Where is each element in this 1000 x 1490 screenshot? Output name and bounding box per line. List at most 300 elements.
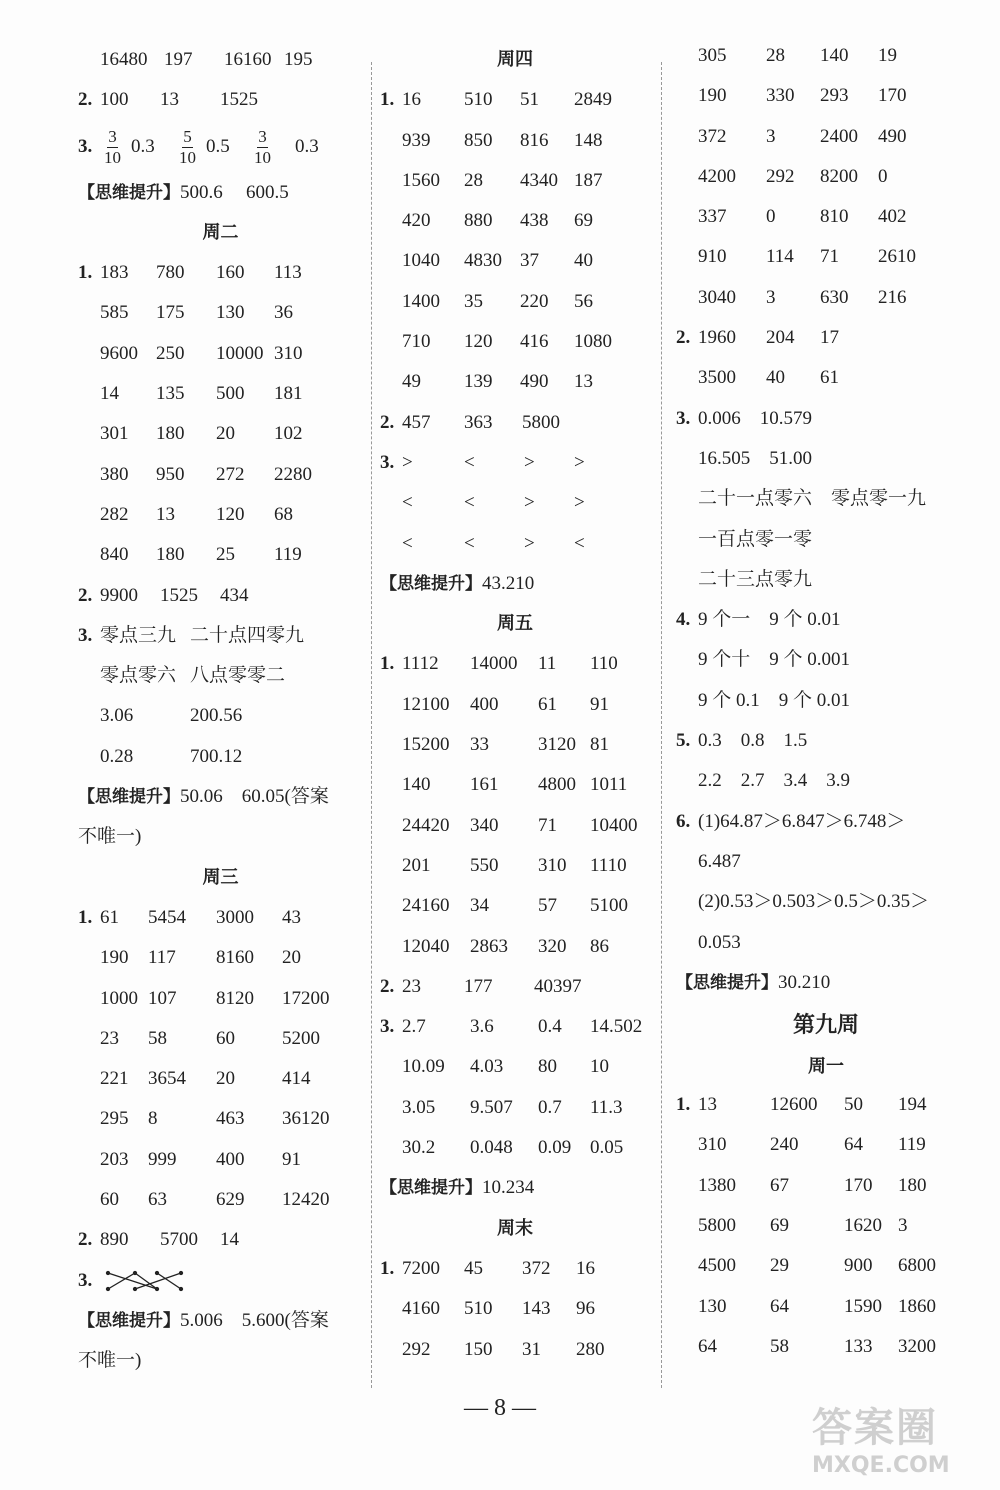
answer-value: 293 (820, 85, 849, 107)
thinking-improvement-tag: 【思维提升】 (380, 573, 482, 594)
answer-value: < (574, 532, 585, 554)
answer-value: 30.210 (778, 971, 831, 993)
answer-value: 80 (538, 1056, 557, 1078)
answer-value: 10400 (590, 814, 638, 836)
answer-value: 2400 (820, 125, 858, 147)
answer-line (676, 640, 976, 680)
answer-value: > (524, 532, 535, 554)
answer-value: 20 (282, 947, 301, 969)
zhousan-q1-grid (78, 898, 363, 1220)
answer-value: 310 (274, 342, 303, 364)
thinking-improvement-tag: 【思维提升】 (380, 1178, 482, 1199)
answer-value: 585 (100, 302, 129, 324)
week-title: 第九周 (792, 1013, 859, 1039)
answer-line (676, 278, 976, 318)
answer-value: < (464, 451, 475, 473)
answer-line (380, 846, 650, 886)
answer-line (380, 765, 650, 805)
answer-value: 5100 (590, 895, 628, 917)
answer-line (380, 121, 650, 161)
answer-value: 148 (574, 129, 603, 151)
q3-lines (676, 399, 976, 600)
answer-value: 5454 (148, 906, 186, 928)
answer-value: 10000 (216, 342, 264, 364)
answer-value: 16 (576, 1257, 595, 1279)
answer-value: 140 (402, 774, 431, 796)
answer-value: 402 (878, 206, 907, 228)
answer-line (380, 806, 650, 846)
answer-value: 4200 (698, 165, 736, 187)
answer-value: 850 (464, 129, 493, 151)
answer-value: 3 (766, 286, 776, 308)
answer-line (78, 40, 363, 80)
answer-column-3 (676, 36, 976, 1367)
answer-line (676, 923, 976, 963)
answer-value: 8200 (820, 165, 858, 187)
answer-value: 197 (164, 49, 193, 70)
answer-line (676, 842, 976, 882)
section-title-zhouwu: 周五 (497, 613, 533, 635)
answer-line (78, 1059, 363, 1099)
answer-value: 37 (520, 250, 539, 272)
answer-value: < (464, 532, 475, 554)
answer-value: 330 (766, 85, 795, 107)
answer-value: 3200 (898, 1335, 936, 1357)
answer-value: 61 (100, 906, 119, 928)
answer-value: 187 (574, 169, 603, 191)
answer-value: 135 (156, 383, 185, 405)
answer-value: 60 (216, 1027, 235, 1049)
answer-value: 490 (520, 371, 549, 393)
question-number: 1. (380, 653, 395, 675)
answer-value: 130 (698, 1295, 727, 1317)
fraction (104, 127, 121, 168)
answer-value: 3.06 (100, 705, 134, 727)
answer-value: 180 (156, 544, 185, 566)
fraction-numerator: 5 (183, 126, 192, 146)
answer-value: 96 (576, 1298, 595, 1320)
answer-line (676, 479, 976, 519)
answer-value: 400 (216, 1148, 245, 1170)
answer-value: 200.56 (190, 705, 243, 727)
answer-value: > (574, 492, 585, 514)
answer-value: 119 (274, 544, 302, 566)
answer-value: 16.505 51.00 (698, 447, 813, 469)
answer-value: 4830 (464, 250, 502, 272)
answer-value: 3120 (538, 734, 576, 756)
thinking-improvement-tag: 【思维提升】 (78, 1310, 180, 1331)
answer-line-fractions (78, 121, 363, 173)
answer-value: 零点三九 (100, 624, 177, 646)
answer-value: > (574, 451, 585, 473)
answer-line (676, 802, 976, 842)
question-number: 1. (78, 906, 93, 928)
answer-line (78, 979, 363, 1019)
answer-value: 16 (402, 89, 421, 111)
answer-value: 10 (590, 1056, 609, 1078)
answer-value: 160 (216, 262, 245, 284)
thinking-improvement-line (78, 777, 363, 817)
answer-value: 23 (402, 975, 421, 997)
answer-value: 190 (100, 947, 129, 969)
answer-value: 180 (156, 423, 185, 445)
answer-value: 438 (520, 210, 549, 232)
answer-line (676, 157, 976, 197)
answer-line (78, 656, 363, 696)
answer-value: 3040 (698, 286, 736, 308)
watermark-logo (812, 1396, 982, 1484)
answer-value: 120 (464, 331, 493, 353)
q2-grid (676, 318, 976, 399)
answer-line (676, 197, 976, 237)
answer-value: 24160 (402, 895, 450, 917)
answer-line (676, 681, 976, 721)
answer-line (380, 483, 650, 523)
answer-value: 221 (100, 1068, 129, 1090)
answer-value: 64 (770, 1295, 789, 1317)
answer-value: 69 (770, 1215, 789, 1237)
zhouer-q3-grid (78, 616, 363, 777)
answer-value: (1)64.87＞6.847＞6.748＞ (698, 810, 906, 832)
fraction (179, 127, 196, 168)
answer-value: 337 (698, 206, 727, 228)
answer-value: 181 (274, 383, 303, 405)
answer-value: 1400 (402, 290, 440, 312)
section-title-zhousi: 周四 (497, 49, 533, 70)
answer-line (676, 318, 976, 358)
question-number: 1. (380, 1257, 395, 1279)
answer-value: 二十三点零九 (698, 568, 813, 590)
answer-value: 61 (538, 693, 557, 715)
answer-value: 133 (844, 1335, 873, 1357)
answer-value: 414 (282, 1068, 311, 1090)
answer-line (676, 721, 976, 761)
answer-value: 890 (100, 1229, 129, 1251)
answer-value: 3500 (698, 367, 736, 389)
answer-value: 13 (160, 89, 179, 111)
answer-value: 4800 (538, 774, 576, 796)
thinking-improvement-line (676, 963, 976, 1003)
zhouer-q1-grid (78, 253, 363, 575)
answer-value: 17 (820, 327, 839, 349)
answer-value: 二十一点零六 零点零一九 (698, 488, 927, 510)
answer-line (78, 696, 363, 736)
question-number: 5. (676, 730, 691, 752)
answer-value: 15200 (402, 734, 450, 756)
answer-value: 0.006 10.579 (698, 407, 813, 429)
answer-value: 23 (100, 1027, 119, 1049)
answer-value: 170 (878, 85, 907, 107)
answer-value: 28 (766, 45, 785, 66)
answer-value: 58 (148, 1027, 167, 1049)
page-number: — 8 — (464, 1395, 536, 1421)
answer-value: 49 (402, 371, 421, 393)
question-number: 2. (676, 327, 691, 349)
answer-line (78, 938, 363, 978)
answer-value: 216 (878, 286, 907, 308)
answer-value: 600.5 (246, 181, 289, 203)
answer-value: 204 (766, 327, 795, 349)
answer-value: 40 (574, 250, 593, 272)
answer-value: 195 (284, 49, 313, 70)
answer-value: 51 (520, 89, 539, 111)
answer-line (78, 1019, 363, 1059)
answer-value: > (524, 492, 535, 514)
answer-value: 14000 (470, 653, 518, 675)
answer-value: 119 (898, 1134, 926, 1156)
answer-value: 372 (698, 125, 727, 147)
q6-lines (676, 802, 976, 963)
answer-value: 183 (100, 262, 129, 284)
zhouwu-q3-grid (380, 1007, 650, 1168)
answer-value: 203 (100, 1148, 129, 1170)
answer-value: 1860 (898, 1295, 936, 1317)
answer-value: 1080 (574, 331, 612, 353)
answer-value: 2849 (574, 89, 612, 111)
answer-value: 194 (898, 1094, 927, 1116)
answer-value: 700.12 (190, 745, 243, 767)
answer-value: 310 (698, 1134, 727, 1156)
answer-value: 30.2 (402, 1137, 436, 1159)
zhouyi-q1-grid (676, 1085, 976, 1367)
fraction (254, 127, 271, 168)
answer-value: 12100 (402, 693, 450, 715)
answer-value: 490 (878, 125, 907, 147)
question-number: 2. (78, 1229, 93, 1251)
answer-line (676, 237, 976, 277)
answer-value: 113 (274, 262, 302, 284)
answer-line (380, 282, 650, 322)
answer-value: 910 (698, 246, 727, 268)
answer-value: 170 (844, 1174, 873, 1196)
answer-line (78, 1180, 363, 1220)
answer-value: 8 (148, 1108, 158, 1130)
answer-value: 57 (538, 895, 557, 917)
thinking-improvement-tag: 【思维提升】 (676, 972, 778, 993)
answer-value: 463 (216, 1108, 245, 1130)
answer-value: 117 (148, 947, 176, 969)
answer-line (380, 1007, 650, 1047)
answer-value: 16160 (224, 49, 272, 70)
answer-value: 14 (220, 1229, 239, 1251)
answer-line (380, 403, 650, 443)
answer-value: 1525 (220, 89, 258, 111)
answer-value: 340 (470, 814, 499, 836)
answer-value: 25 (216, 544, 235, 566)
answer-value: 710 (402, 331, 431, 353)
answer-value: 3 (898, 1215, 908, 1237)
fraction-numerator: 3 (258, 126, 267, 146)
answer-value: 68 (274, 503, 293, 525)
answer-value: 13 (698, 1094, 717, 1116)
answer-value: 140 (820, 45, 849, 66)
answer-value: 0.05 (590, 1137, 624, 1159)
thinking-improvement-tag: 【思维提升】 (78, 787, 180, 808)
answer-value: 28 (464, 169, 483, 191)
answer-line (676, 1085, 976, 1125)
section-title-zhouyi: 周一 (808, 1056, 844, 1078)
answer-line (676, 520, 976, 560)
answer-value: 4500 (698, 1255, 736, 1277)
answer-value: 34 (470, 895, 489, 917)
answer-value: 143 (522, 1298, 551, 1320)
answer-line (676, 439, 976, 479)
answer-line (380, 161, 650, 201)
answer-line (676, 117, 976, 157)
answer-value: 630 (820, 286, 849, 308)
answer-value: 292 (402, 1338, 431, 1360)
answer-value: 816 (520, 129, 549, 151)
answer-value: 220 (520, 290, 549, 312)
answer-value: 250 (156, 342, 185, 364)
answer-value: 500 (216, 383, 245, 405)
question-number: 2. (380, 411, 395, 433)
answer-value: 64 (698, 1335, 717, 1357)
answer-value: 1960 (698, 327, 736, 349)
answer-value: 295 (100, 1108, 129, 1130)
answer-line (676, 1287, 976, 1327)
answer-value: 380 (100, 463, 129, 485)
answer-value: (2)0.53＞0.503＞0.5＞0.35＞ (698, 891, 930, 913)
answer-value: 29 (770, 1255, 789, 1277)
answer-value: 177 (464, 975, 493, 997)
answer-line (676, 1327, 976, 1367)
answer-line-matching (78, 1261, 363, 1301)
answer-value: 400 (470, 693, 499, 715)
question-number: 3. (676, 407, 691, 429)
answer-column-2 (380, 40, 650, 1370)
answer-line (78, 414, 363, 454)
answer-value: 40397 (534, 975, 582, 997)
answer-line (380, 241, 650, 281)
q4-lines (676, 600, 976, 721)
answer-value: 110 (590, 653, 618, 675)
section-title-zhoumo: 周末 (497, 1217, 533, 1239)
thinking-improvement-line (78, 173, 363, 213)
answer-value: 840 (100, 544, 129, 566)
answer-value: 63 (148, 1189, 167, 1211)
column-divider-right (661, 62, 662, 1388)
answer-value: 43 (282, 906, 301, 928)
answer-value: 1620 (844, 1215, 882, 1237)
answer-value: 13 (574, 371, 593, 393)
answer-value: 201 (402, 854, 431, 876)
thinking-improvement-line (78, 1301, 363, 1341)
answer-value: 20 (216, 1068, 235, 1090)
answer-value: 31 (522, 1338, 541, 1360)
column-divider-left (371, 62, 372, 1388)
section-title-zhousan: 周三 (202, 866, 239, 888)
question-number: 3. (78, 624, 93, 646)
answer-value: 56 (574, 290, 593, 312)
answer-value: 3000 (216, 906, 254, 928)
answer-value: 67 (770, 1174, 789, 1196)
answer-value: 5800 (522, 411, 560, 433)
answer-line (380, 1047, 650, 1087)
answer-line (380, 201, 650, 241)
answer-value: 0.4 (538, 1016, 562, 1038)
answer-value: 4340 (520, 169, 558, 191)
answer-line (676, 882, 976, 922)
answer-line (78, 535, 363, 575)
answer-value: 36120 (282, 1108, 330, 1130)
answer-value: 12040 (402, 935, 450, 957)
answer-value: 939 (402, 129, 431, 151)
answer-value: 71 (820, 246, 839, 268)
answer-value: 71 (538, 814, 557, 836)
answer-line (676, 761, 976, 801)
answer-value: 999 (148, 1148, 177, 1170)
answer-value: 10.234 (482, 1177, 535, 1199)
answer-value: 11.3 (590, 1096, 623, 1118)
answer-value: 305 (698, 45, 727, 66)
answer-value: 0.3 (131, 135, 155, 157)
answer-line (380, 1289, 650, 1329)
answer-value: 457 (402, 411, 431, 433)
thinking-improvement-line (380, 1168, 650, 1208)
answer-value: 1112 (402, 653, 439, 675)
answer-value: 16480 (100, 49, 148, 70)
answer-value: 139 (464, 371, 493, 393)
answer-value: 61 (820, 367, 839, 389)
answer-value: 9900 (100, 584, 138, 606)
answer-value: 2280 (274, 463, 312, 485)
zhoumo-q1-grid (380, 1249, 650, 1370)
matching-lines-diagram (105, 1268, 185, 1294)
answer-value: 292 (766, 165, 795, 187)
answer-value: 0.09 (538, 1137, 572, 1159)
question-number: 2. (380, 975, 395, 997)
answer-value: 810 (820, 206, 849, 228)
answer-line (380, 886, 650, 926)
answer-value: 12420 (282, 1189, 330, 1211)
answer-line: 不唯一) (78, 826, 142, 848)
answer-value: 950 (156, 463, 185, 485)
answer-value: 40 (766, 367, 785, 389)
answer-value: 9600 (100, 342, 138, 364)
answer-line (78, 898, 363, 938)
answer-value: 3.6 (470, 1016, 494, 1038)
answer-value: 0 (766, 206, 776, 228)
answer-value: 二十点四零九 (190, 624, 305, 646)
answer-value: 301 (100, 423, 129, 445)
answer-value: 510 (464, 89, 493, 111)
answer-value: 150 (464, 1338, 493, 1360)
answer-value: 0.048 (470, 1137, 513, 1159)
answer-line (676, 36, 976, 76)
answer-value: 0 (878, 165, 888, 187)
answer-line (380, 1249, 650, 1289)
question-number: 6. (676, 810, 691, 832)
watermark-text: 答案圈 (812, 1405, 938, 1451)
watermark-url: MXQE.COM (812, 1453, 950, 1478)
answer-column-1 (78, 40, 363, 1382)
answer-value: 1560 (402, 169, 440, 191)
answer-value: < (402, 492, 413, 514)
answer-value: 14.502 (590, 1016, 643, 1038)
answer-value: 58 (770, 1335, 789, 1357)
zhousi-q3-grid (380, 443, 650, 564)
zhouwu-q1-grid (380, 644, 650, 966)
answer-value: 9 个十 9 个 0.001 (698, 649, 851, 671)
answer-line (676, 1246, 976, 1286)
question-number: 3. (380, 1016, 395, 1038)
answer-value: 500.6 (180, 181, 223, 203)
answer-value: 19 (878, 45, 897, 66)
answer-value: < (402, 532, 413, 554)
answer-line (78, 253, 363, 293)
answer-value: 一百点零一零 (698, 528, 813, 550)
